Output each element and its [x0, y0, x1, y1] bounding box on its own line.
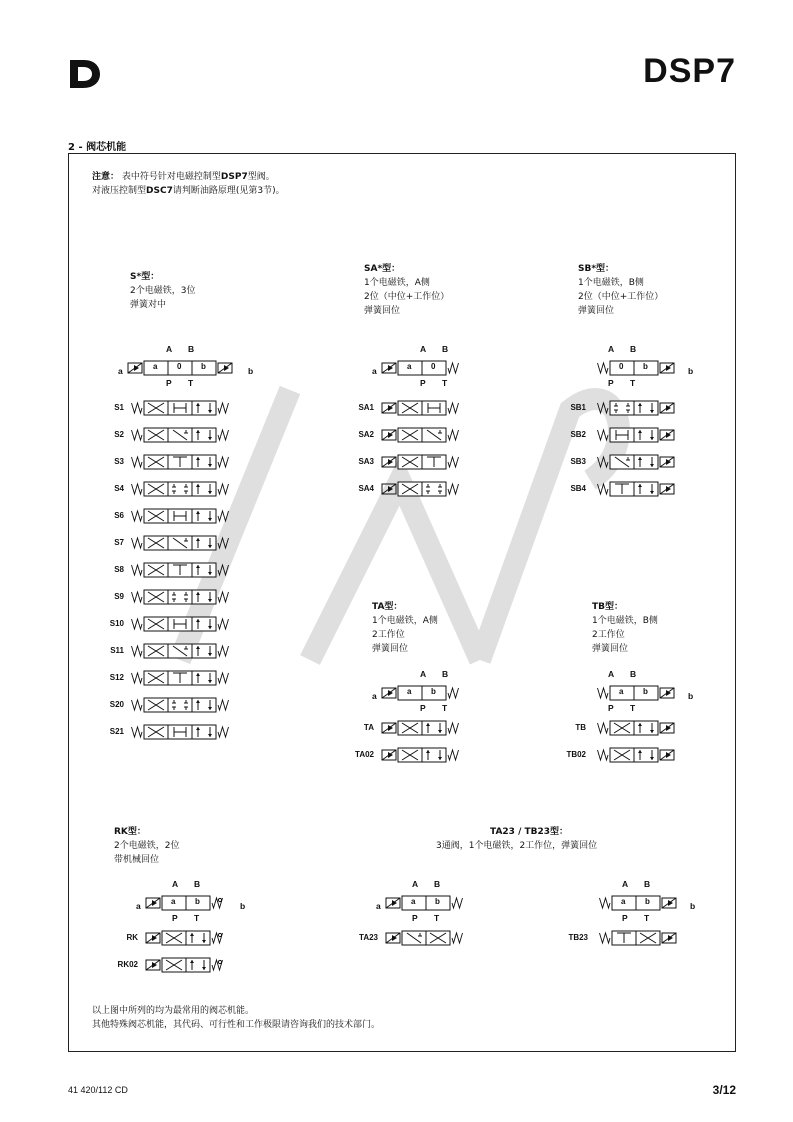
valve-symbol: [126, 481, 244, 497]
side-b-label: b: [240, 901, 246, 911]
port-b-label: B: [194, 879, 201, 889]
group-line: 弹簧回位: [578, 306, 615, 316]
port-b-label: B: [434, 879, 441, 889]
spool-code: TB: [575, 723, 586, 732]
group-line: 1个电磁铁，A侧: [372, 616, 438, 626]
group-line: 弹簧对中: [130, 300, 167, 310]
valve-symbol: [380, 400, 498, 416]
side-a-label: a: [376, 901, 381, 911]
port-t-label: T: [442, 703, 448, 713]
group-ta: [372, 600, 438, 656]
port-b-label: B: [442, 669, 449, 679]
valve-symbol: [126, 562, 244, 578]
valve-symbol: [126, 427, 244, 443]
spool-code: SA1: [358, 403, 374, 412]
position-label: b: [435, 897, 440, 906]
group-title: RK型：: [114, 827, 146, 837]
closing-line: 以上图中所列的均为最常用的阀芯机能。: [92, 1006, 255, 1016]
port-a-label: A: [622, 879, 629, 889]
valve-symbol: [126, 697, 244, 713]
valve-symbol-ta-header: [380, 685, 498, 701]
spool-code: SB1: [570, 403, 586, 412]
valve-symbol: [126, 724, 244, 740]
note-text: 表中符号针对电磁控制型: [121, 172, 221, 182]
group-line: 3通阀，1个电磁铁，2工作位，弹簧回位: [436, 841, 598, 851]
spool-code: S3: [114, 457, 124, 466]
spool-code: TA23: [359, 933, 378, 942]
spool-code: TA: [363, 723, 374, 732]
group-title: SB*型：: [578, 264, 615, 274]
group-line: 1个电磁铁，A侧: [364, 278, 430, 288]
note-text-2: 对液压控制型: [92, 186, 147, 196]
note-text-2-end: 请判断油路原理(见第3节)。: [172, 186, 285, 196]
position-label: b: [643, 687, 648, 696]
group-line: 2个电磁铁，2位: [114, 841, 180, 851]
port-b-label: B: [630, 344, 637, 354]
group-title: SA*型：: [364, 264, 401, 274]
side-a-label: a: [136, 901, 141, 911]
company-logo: [66, 58, 102, 90]
position-label: 0: [431, 362, 436, 371]
spool-code: TA02: [355, 750, 374, 759]
spool-code: S11: [110, 646, 124, 655]
port-t-label: T: [194, 913, 200, 923]
valve-symbol: [126, 535, 244, 551]
port-p-label: P: [608, 378, 614, 388]
valve-symbol: [380, 427, 498, 443]
valve-symbol: [126, 454, 244, 470]
port-t-label: T: [644, 913, 650, 923]
port-b-label: B: [188, 344, 195, 354]
valve-symbol: [144, 957, 262, 973]
spool-code: RK: [126, 933, 138, 942]
spool-code: TB02: [566, 750, 586, 759]
port-t-label: T: [630, 703, 636, 713]
group-title: TA23 / TB23型：: [490, 827, 569, 837]
note-label: 注意：: [92, 172, 120, 182]
spool-code: S10: [109, 619, 124, 628]
valve-symbol: [380, 454, 498, 470]
spool-code: S8: [114, 565, 124, 574]
side-b-label: b: [248, 366, 254, 376]
spool-code: S7: [114, 538, 124, 547]
valve-symbol-sa-header: [380, 360, 498, 376]
spool-code: SA2: [358, 430, 374, 439]
closing-note: [92, 1004, 380, 1032]
port-b-label: B: [644, 879, 651, 889]
position-label: 0: [619, 362, 624, 371]
position-label: b: [201, 362, 206, 371]
port-t-label: T: [442, 378, 448, 388]
position-label: a: [619, 687, 624, 696]
note-block: [92, 170, 285, 198]
position-label: 0: [177, 362, 182, 371]
group-line: 2位（中位+工作位）: [578, 292, 664, 302]
port-a-label: A: [412, 879, 419, 889]
valve-symbol: [384, 930, 502, 946]
group-sb: [578, 262, 663, 318]
spool-code: S1: [114, 403, 124, 412]
valve-symbol: [126, 508, 244, 524]
group-rk: [114, 825, 179, 867]
valve-symbol: [144, 930, 262, 946]
port-p-label: P: [420, 378, 426, 388]
port-p-label: P: [172, 913, 178, 923]
spool-code: SB2: [570, 430, 586, 439]
group-line: 2工作位: [592, 630, 625, 640]
group-line: 带机械回位: [114, 855, 160, 865]
spool-code: RK02: [117, 960, 138, 969]
group-title: TA型：: [372, 602, 403, 612]
valve-symbol: [592, 481, 710, 497]
port-a-label: A: [420, 669, 427, 679]
document-title: DSP7: [643, 52, 736, 90]
note-text-end: 型阀。: [247, 172, 275, 182]
port-p-label: P: [608, 703, 614, 713]
group-line: 弹簧回位: [592, 644, 629, 654]
spool-code: S6: [114, 511, 124, 520]
side-a-label: a: [372, 691, 377, 701]
note-model: DSP7: [220, 172, 248, 182]
spool-code: SB4: [570, 484, 586, 493]
group-title: S*型：: [130, 272, 160, 282]
valve-symbol: [126, 589, 244, 605]
spool-code: S4: [114, 484, 124, 493]
port-a-label: A: [420, 344, 427, 354]
port-a-label: A: [166, 344, 173, 354]
side-b-label: b: [688, 691, 694, 701]
position-label: b: [645, 897, 650, 906]
spool-code: S12: [109, 673, 124, 682]
port-t-label: T: [434, 913, 440, 923]
port-p-label: P: [166, 378, 172, 388]
position-label: a: [153, 362, 158, 371]
valve-symbol: [592, 427, 710, 443]
group-line: 1个电磁铁，B侧: [578, 278, 644, 288]
spool-code: S21: [109, 727, 124, 736]
valve-symbol: [592, 400, 710, 416]
group-title: TB型：: [592, 602, 623, 612]
position-label: a: [411, 897, 416, 906]
valve-symbol-t23-header: [384, 895, 502, 911]
port-p-label: P: [622, 913, 628, 923]
position-label: a: [171, 897, 176, 906]
port-b-label: B: [442, 344, 449, 354]
group-line: 1个电磁铁，B侧: [592, 616, 658, 626]
section-title: 2 - 阀芯机能: [68, 142, 127, 153]
group-s: [130, 270, 195, 312]
port-a-label: A: [172, 879, 179, 889]
port-b-label: B: [630, 669, 637, 679]
position-label: b: [643, 362, 648, 371]
port-a-label: A: [608, 669, 615, 679]
side-a-label: a: [372, 366, 377, 376]
spool-code: S9: [114, 592, 124, 601]
valve-symbol: [126, 670, 244, 686]
valve-symbol: [126, 400, 244, 416]
doc-number: 41 420/112 CD: [68, 1085, 128, 1095]
position-label: a: [407, 687, 412, 696]
spool-code: SA3: [358, 457, 374, 466]
valve-symbol: [126, 616, 244, 632]
valve-symbol: [594, 930, 712, 946]
group-t23: [436, 825, 597, 853]
spool-code: SB3: [570, 457, 586, 466]
group-sa: [364, 262, 449, 318]
group-line: 2个电磁铁，3位: [130, 286, 196, 296]
valve-symbol: [592, 720, 710, 736]
valve-symbol: [380, 747, 498, 763]
spool-code: S2: [114, 430, 124, 439]
valve-symbol: [592, 454, 710, 470]
position-label: a: [407, 362, 412, 371]
valve-symbol: [126, 643, 244, 659]
position-label: a: [621, 897, 626, 906]
group-tb: [592, 600, 658, 656]
side-b-label: b: [690, 901, 696, 911]
page-number: 3/12: [712, 1083, 736, 1097]
spool-code: SA4: [358, 484, 374, 493]
spool-code: S20: [109, 700, 124, 709]
position-label: b: [431, 687, 436, 696]
valve-symbol: [380, 720, 498, 736]
port-t-label: T: [630, 378, 636, 388]
group-line: 2位（中位+工作位）: [364, 292, 450, 302]
side-a-label: a: [118, 366, 123, 376]
port-t-label: T: [188, 378, 194, 388]
group-line: 弹簧回位: [364, 306, 401, 316]
spool-code: TB23: [568, 933, 588, 942]
position-label: b: [195, 897, 200, 906]
valve-symbol: [380, 481, 498, 497]
port-p-label: P: [420, 703, 426, 713]
note-model-2: DSC7: [146, 186, 173, 196]
valve-symbol-s-header: [126, 360, 244, 376]
side-b-label: b: [688, 366, 694, 376]
group-line: 弹簧回位: [372, 644, 409, 654]
port-a-label: A: [608, 344, 615, 354]
port-p-label: P: [412, 913, 418, 923]
closing-line: 其他特殊阀芯机能，其代码、可行性和工作极限请咨询我们的技术部门。: [92, 1020, 381, 1030]
valve-symbol: [592, 747, 710, 763]
group-line: 2工作位: [372, 630, 405, 640]
